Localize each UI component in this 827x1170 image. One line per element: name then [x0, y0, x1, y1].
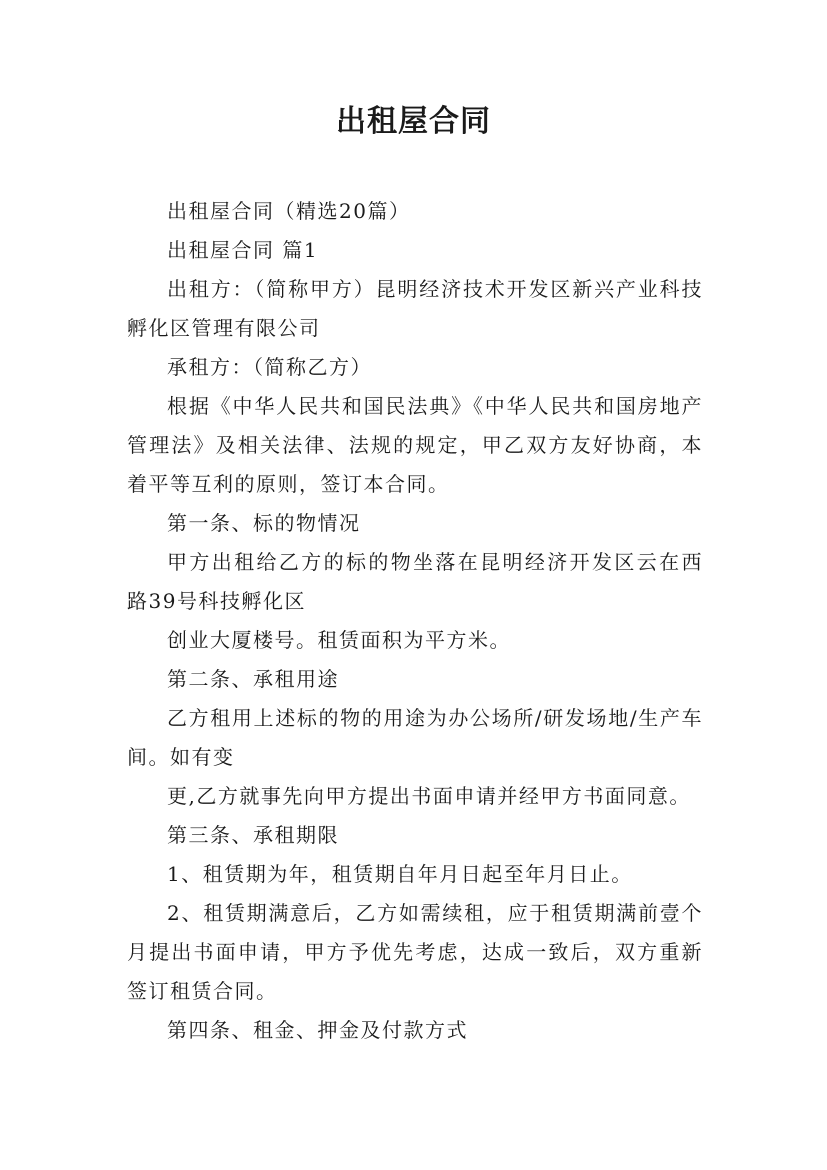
- paragraph-collection-title: 出租屋合同（精选20篇）: [167, 199, 411, 223]
- paragraph-article-3-heading: 第三条、承租期限: [167, 823, 339, 847]
- document-body: [127, 192, 703, 1050]
- paragraph-article-2-heading: 第二条、承租用途: [167, 667, 339, 691]
- paragraph-article-2-change: 更,乙方就事先向甲方提出书面申请并经甲方书面同意。: [167, 784, 691, 808]
- paragraph-article-3-renewal: 2、租赁期满意后，乙方如需续租，应于租赁期满前壹个月提出书面申请，甲方予优先考虑，达成一致后，双方重新签订租赁合同。: [127, 901, 703, 1003]
- paragraph-article-1-heading: 第一条、标的物情况: [167, 511, 361, 535]
- paragraph-article-2-purpose: 乙方租用上述标的物的用途为办公场所/研发场地/生产车间。如有变: [127, 706, 703, 769]
- document-title: 出租屋合同: [336, 104, 491, 139]
- paragraph-article-1-location: 甲方出租给乙方的标的物坐落在昆明经济开发区云在西路39号科技孵化区: [127, 550, 703, 613]
- paragraph-legal-basis: 根据《中华人民共和国民法典》《中华人民共和国房地产管理法》及相关法律、法规的规定，甲乙双方友好协商，本着平等互利的原则，签订本合同。: [127, 394, 703, 496]
- paragraph-lessor: 出租方：（简称甲方）昆明经济技术开发区新兴产业科技孵化区管理有限公司: [127, 277, 703, 340]
- paragraph-article-1-area: 创业大厦楼号。租赁面积为平方米。: [167, 628, 511, 652]
- paragraph-article-4-heading: 第四条、租金、押金及付款方式: [167, 1018, 468, 1042]
- paragraph-section-heading: 出租屋合同 篇1: [167, 238, 319, 262]
- paragraph-lessee: 承租方：（简称乙方）: [167, 355, 372, 379]
- paragraph-article-3-term: 1、租赁期为年，租赁期自年月日起至年月日止。: [167, 862, 633, 886]
